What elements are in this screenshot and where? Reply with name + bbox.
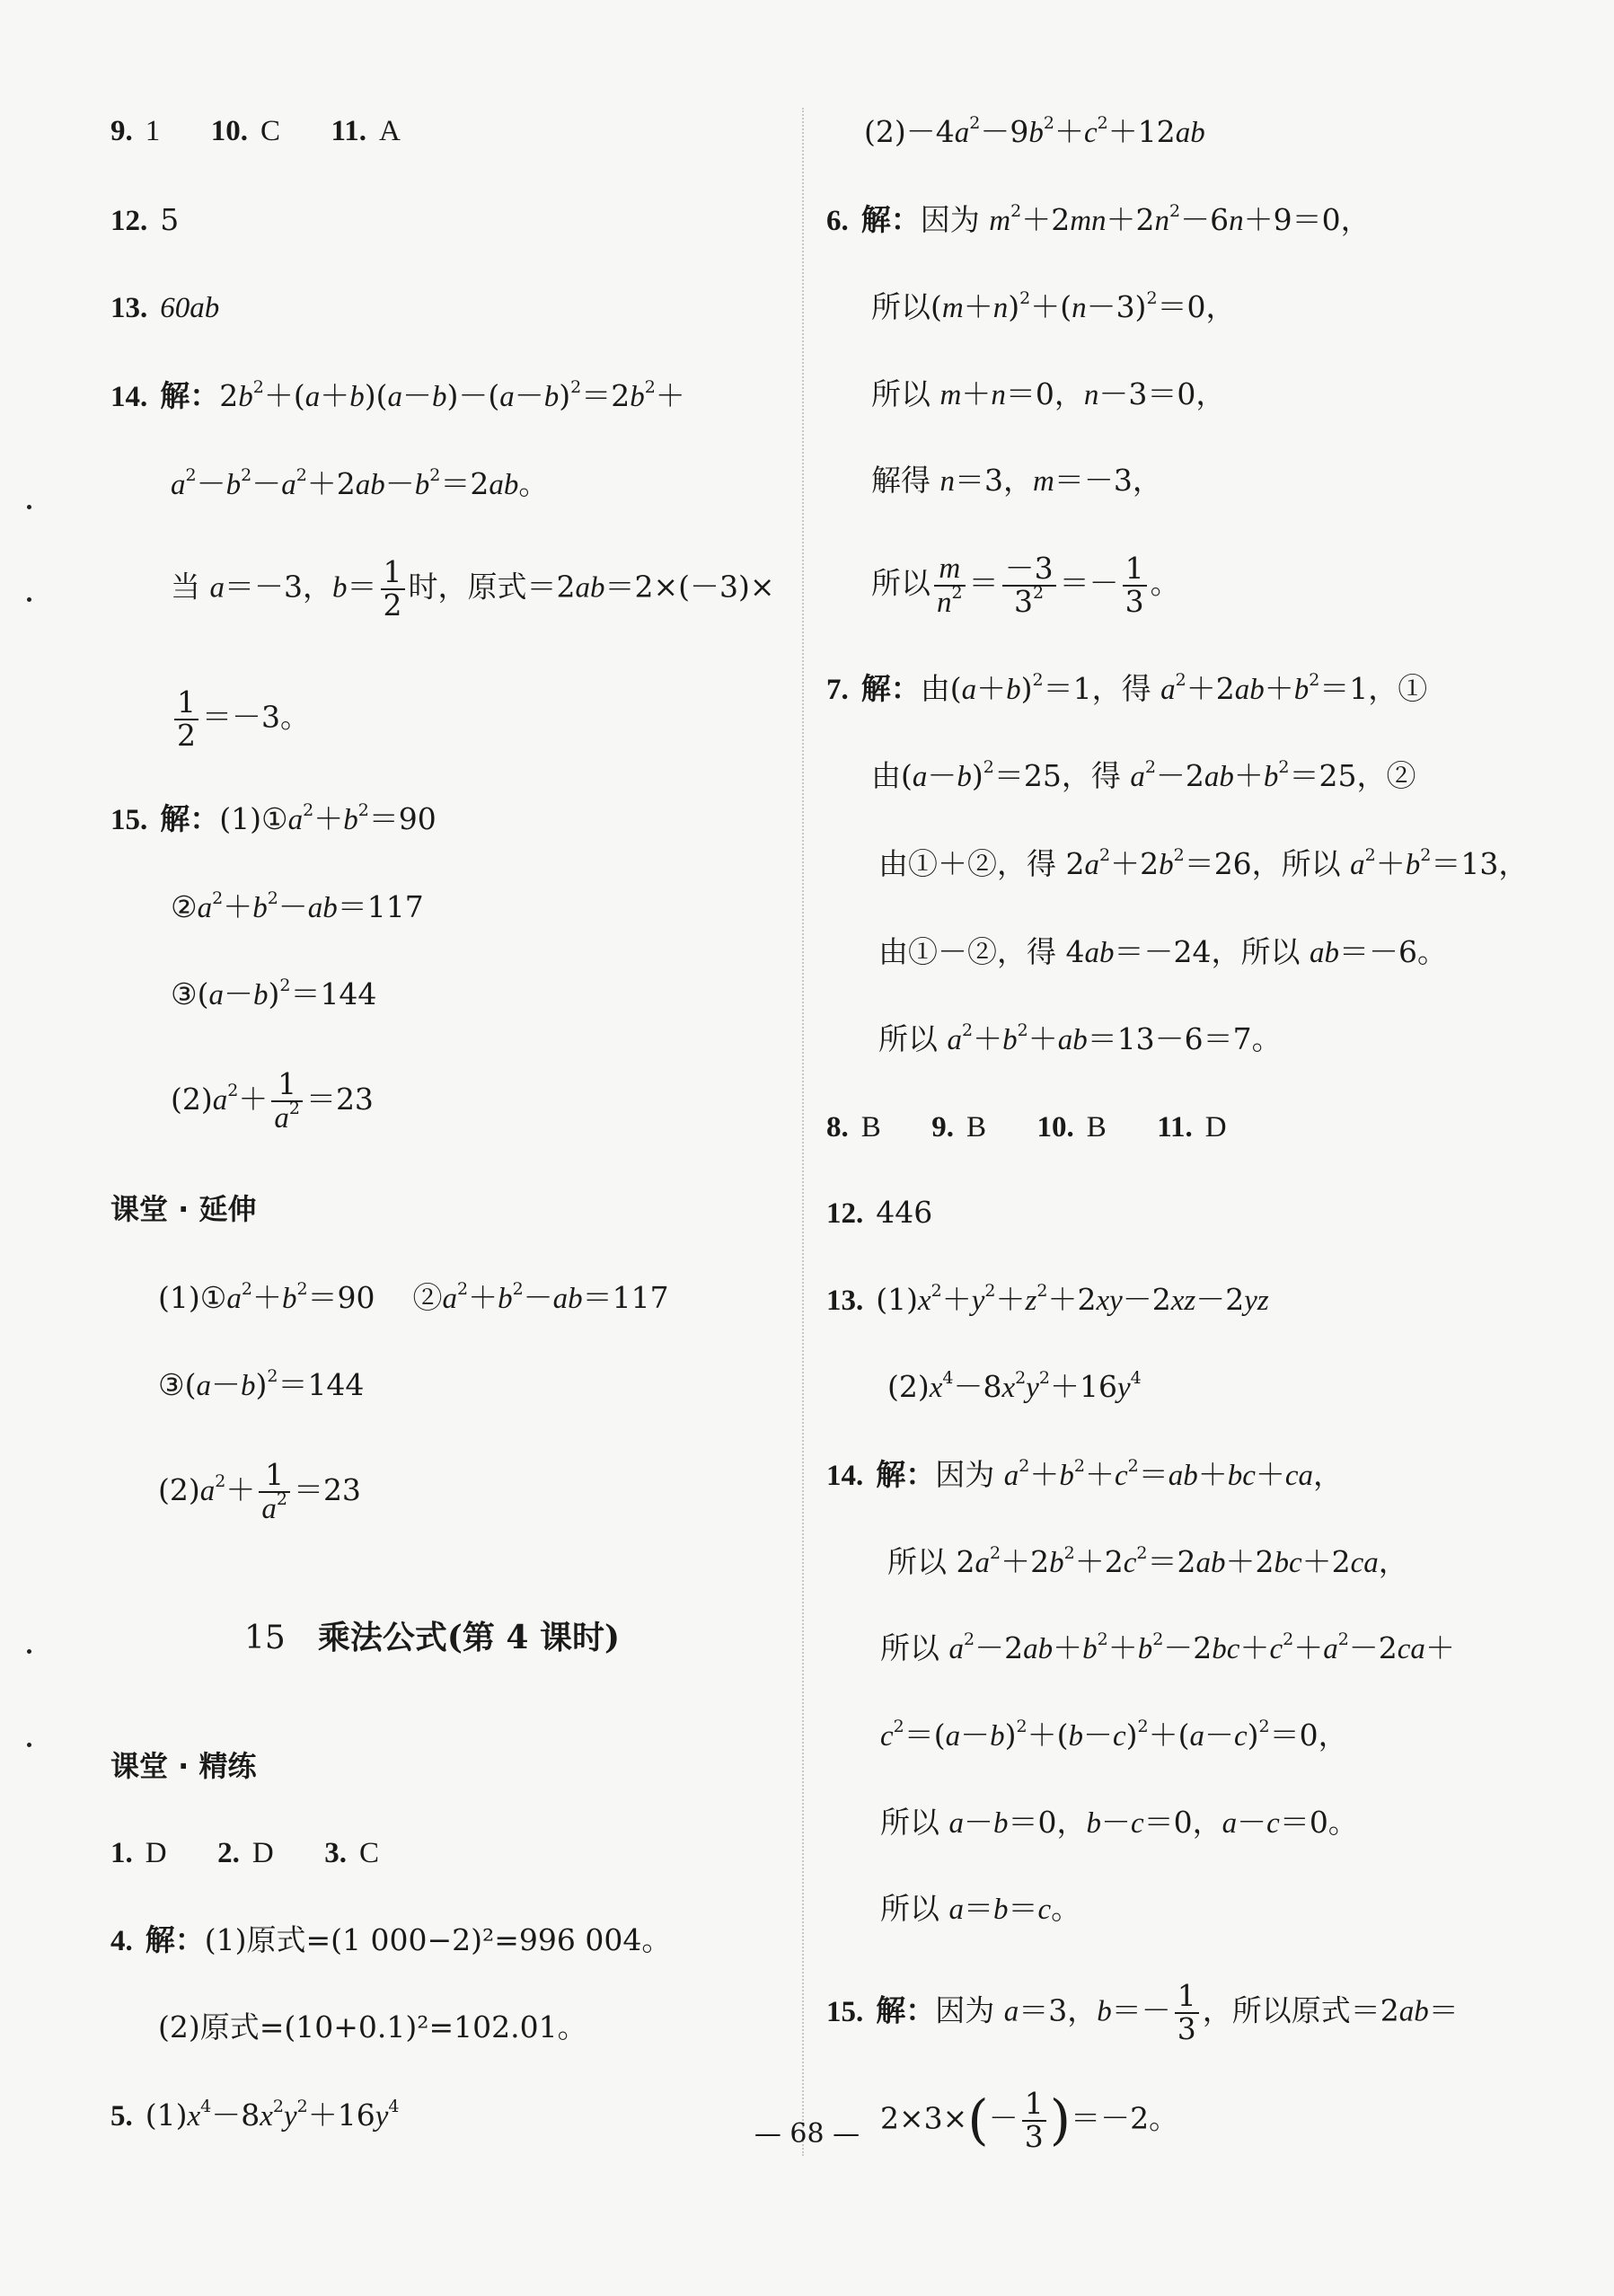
q4-line-2 [158, 2009, 587, 2044]
part-label: (2) [887, 1369, 930, 1404]
answer: 60ab [160, 292, 220, 324]
q14-right-line-1: 14. 解：因为 $a^2+b^2+c^2=ab+bc+ca$， [826, 1456, 1343, 1492]
q13-line-1: 13. $(1)x^2+y^2+z^2+2xy-2xz-2yz$ [826, 1281, 1269, 1317]
q4-line-1 [110, 1922, 672, 1957]
part-label: ③ [171, 976, 198, 1011]
answer: B [966, 1111, 987, 1144]
question-number: 11. [1157, 1111, 1193, 1144]
solution-label: 解： [160, 801, 220, 836]
q14-line-4: $\frac{1}{2}$ ＝－3。 [171, 687, 310, 751]
solution-text: (2)原式=(10+0.1)²=102.01。 [158, 2009, 587, 2044]
part-label: (2) [864, 114, 906, 149]
q14-right-line-4: $c^2=(a-b)^2+(b-c)^2+(a-c)^2=0$， [880, 1717, 1348, 1753]
question-number: 14. [826, 1460, 864, 1492]
part-label: (1)① [219, 801, 288, 836]
answer: C [260, 115, 281, 147]
answers-8-11 [826, 1111, 1268, 1143]
answer: D [1204, 1111, 1227, 1144]
q14-right-line-5: 所以 a－b＝0，b－c＝0，a－c＝0。 [880, 1805, 1358, 1840]
q7-line-3: 由①＋②，得 $2a^2+2b^2=26$，所以 $a^2+b^2=13$， [878, 845, 1529, 881]
solution-text: (1)原式=(1 000−2)²=996 004。 [204, 1922, 672, 1957]
lesson-name: 乘法公式(第 4 课时) [317, 1619, 620, 1656]
q15-line-1: 15. 解：$(1)①a^2+b^2=90$ [110, 800, 437, 836]
part-label: (1) [876, 1282, 918, 1317]
section-heading-extend: 课堂 · 延伸 [110, 1192, 257, 1226]
answer: B [1086, 1111, 1107, 1144]
question-number: 5. [110, 2100, 133, 2133]
question-number: 7. [826, 674, 849, 706]
q7-line-2: 由$(a-b)^2=25$，得 $a^2-2ab+b^2=25$，② [871, 757, 1416, 793]
q14-line-1: 14. 解：$2b^2+(a+b)(a-b)-(a-b)^2=2b^2+$ [110, 377, 685, 413]
q14-line-2: $a^2-b^2-a^2+2ab-b^2=2ab$。 [171, 465, 549, 501]
q6-line-3: 所以 m＋n＝0，n－3＝0， [871, 376, 1226, 411]
answer: B [860, 1111, 881, 1144]
answers-1-3 [110, 1837, 420, 1868]
question-number: 14. [110, 381, 148, 413]
q14-line-3: 当 a＝－3，b＝ $\frac{1}{2}$ 时，原式＝2ab＝2×(－3)× [171, 554, 775, 623]
answer-12-right [826, 1197, 932, 1229]
question-number: 6. [826, 205, 849, 237]
solution-label: 解： [876, 1457, 936, 1492]
solution-label: 解： [876, 1992, 936, 2028]
q5-line-1: 5. $(1)x^4-8x^2y^2+16y^4$ [110, 2097, 400, 2133]
answer: 1 [145, 115, 161, 147]
question-number: 11. [331, 115, 366, 147]
answer-12 [110, 202, 180, 237]
q6-line-1: 6. 解：因为 $m^2+2mn+2n^2-6n+9=0$， [826, 201, 1371, 237]
solution-label: 解： [160, 378, 220, 413]
margin-mark [27, 597, 31, 602]
question-number: 10. [1036, 1111, 1074, 1144]
solution-label: 解： [860, 202, 921, 237]
margin-mark [27, 1743, 31, 1747]
answer: D [251, 1837, 274, 1869]
lesson-number: 15 [244, 1620, 286, 1656]
answer-13 [110, 292, 219, 323]
solution-label: 解： [860, 671, 921, 706]
q7-line-1: 7. 解：由$(a+b)^2=1$，得 $a^2+2ab+b^2=1$，① [826, 670, 1428, 706]
part-label: (2) [171, 1082, 213, 1117]
margin-mark [27, 1649, 31, 1654]
q15-line-3: $③(a-b)^2=144$ [171, 976, 377, 1011]
question-number: 9. [110, 115, 133, 147]
answers-9-11 [110, 115, 442, 146]
q13-line-2: $(2)x^4-8x^2y^2+16y^4$ [887, 1368, 1142, 1404]
question-number: 9. [931, 1111, 955, 1144]
question-number: 13. [826, 1285, 864, 1317]
lesson-title [244, 1621, 620, 1655]
section-heading-practice: 课堂 · 精练 [110, 1749, 257, 1783]
extend-line-1: $(1)①a^2+b^2=90$ $②a^2+b^2-ab=117$ [158, 1279, 669, 1315]
part-label: (1) [145, 2097, 188, 2133]
part-label: ② [412, 1280, 443, 1315]
question-number: 12. [826, 1197, 864, 1230]
part-label: ③ [158, 1367, 185, 1402]
answer: C [358, 1837, 379, 1869]
column-divider [802, 108, 804, 2156]
part-label: ② [171, 889, 198, 924]
page-number: — 68 — [754, 2118, 860, 2150]
answer: 446 [876, 1195, 933, 1230]
question-number: 4. [110, 1925, 133, 1957]
part-label: (2) [158, 1472, 200, 1508]
q6-line-4: 解得 n＝3，m＝－3， [871, 463, 1162, 498]
q6-line-2: 所以$(m+n)^2+(n-3)^2=0$， [871, 288, 1236, 324]
answer: D [145, 1837, 167, 1869]
q15-right-line-2: 2×3×(－ $\frac{1}{3}$ )＝－2。 [880, 2086, 1179, 2154]
q15-line-2: $②a^2+b^2-ab=117$ [171, 888, 424, 924]
q5-line-2: $(2)-4a^2-9b^2+c^2+12ab$ [864, 113, 1205, 149]
question-number: 12. [110, 205, 148, 237]
q15-right-line-1: 15. 解：因为 a＝3，b＝－ $\frac{1}{3}$ ，所以原式＝2ab＝ [826, 1978, 1459, 2046]
q14-right-line-2: 所以 $2a^2+2b^2+2c^2=2ab+2bc+2ca$， [887, 1543, 1408, 1579]
question-number: 3. [324, 1837, 347, 1869]
answer: A [378, 115, 401, 147]
question-number: 10. [210, 115, 248, 147]
question-number: 13. [110, 292, 148, 324]
question-number: 15. [826, 1995, 864, 2028]
question-number: 15. [110, 804, 148, 836]
extend-line-2: $③(a-b)^2=144$ [158, 1366, 365, 1402]
answer: 5 [160, 202, 180, 237]
q6-line-5: 所以 $\frac{m}{n^2}$ ＝ $\frac{-3}{3^2}$ ＝－ $\frac{1}{3}$ 。 [871, 551, 1180, 619]
part-label: (1)① [158, 1280, 227, 1315]
q15-line-4: $(2)a^2+$ $\frac{1}{a^2}$ ＝23 [171, 1066, 374, 1135]
q14-right-line-6: 所以 a＝b＝c。 [880, 1891, 1081, 1926]
q7-line-5: 所以 $a^2+b^2+ab=13-6=7$。 [878, 1020, 1282, 1056]
margin-mark [27, 505, 31, 509]
q7-line-4: 由①－②，得 4ab＝－24，所以 ab＝－6。 [878, 934, 1447, 969]
question-number: 2. [217, 1837, 240, 1869]
q14-right-line-3: 所以 $a^2-2ab+b^2+b^2-2bc+c^2+a^2-2ca+$ [880, 1629, 1455, 1665]
question-number: 1. [110, 1837, 133, 1869]
solution-label: 解： [145, 1922, 205, 1957]
extend-line-3: $(2)a^2+$ $\frac{1}{a^2}$ ＝23 [158, 1457, 361, 1525]
question-number: 8. [826, 1111, 849, 1144]
